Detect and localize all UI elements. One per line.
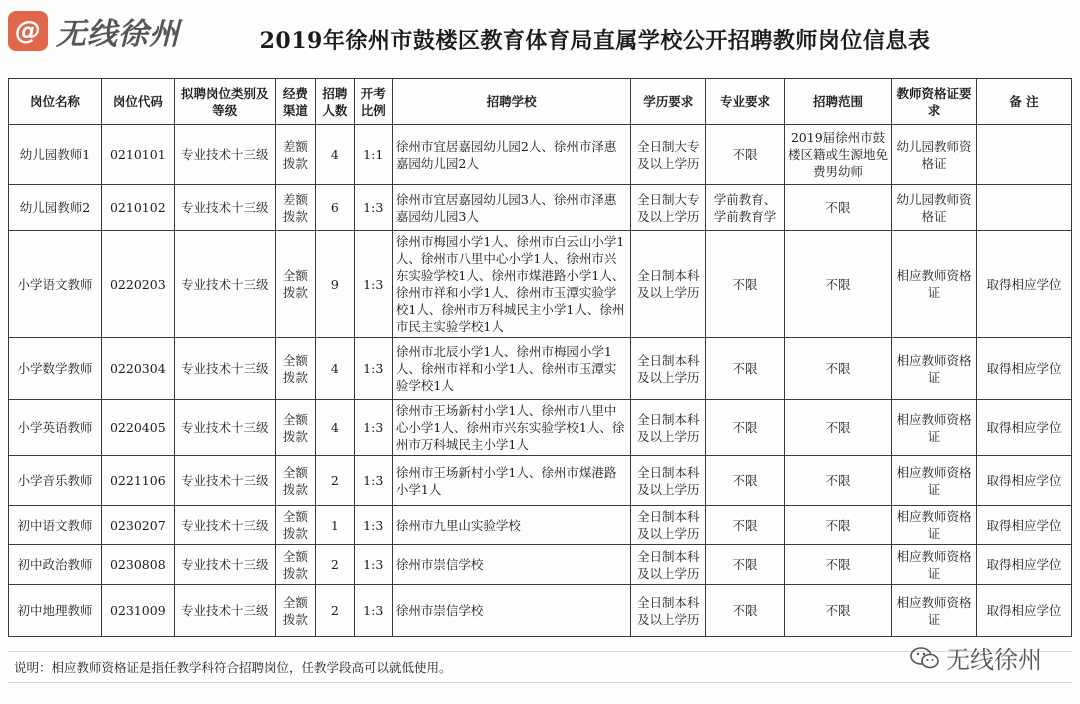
table-cell: 徐州市崇信学校: [392, 545, 630, 585]
table-cell: 全额拨款: [275, 400, 315, 456]
table-cell: 全日制本科及以上学历: [631, 338, 706, 400]
column-header: 招聘学校: [392, 79, 630, 125]
table-cell: 小学语文教师: [9, 231, 102, 338]
table-cell: 不限: [706, 585, 785, 637]
column-header: 教师资格证要求: [892, 79, 977, 125]
table-cell: 不限: [784, 585, 891, 637]
table-cell: 不限: [706, 338, 785, 400]
column-header: 学历要求: [631, 79, 706, 125]
table-cell: 徐州市梅园小学1人、徐州市白云山小学1人、徐州市八里中心小学1人、徐州市兴东实验学校1人、徐州市煤港路小学1人、徐州市祥和小学1人、徐州市玉潭实验学校1人、徐州市万科城民主小学1人、徐州市民主实验学校1人: [392, 231, 630, 338]
wechat-icon: [910, 646, 940, 670]
table-cell: [976, 125, 1071, 185]
table-cell: 初中语文教师: [9, 506, 102, 545]
column-header: 岗位代码: [101, 79, 174, 125]
table-cell: 相应教师资格证: [892, 456, 977, 506]
table-row: [9, 545, 1072, 585]
table-cell: 4: [316, 400, 354, 456]
table-cell: 不限: [706, 506, 785, 545]
table-cell: 不限: [706, 125, 785, 185]
table-cell: 1:3: [354, 585, 392, 637]
table-cell: 专业技术十三级: [174, 585, 275, 637]
table-cell: 专业技术十三级: [174, 125, 275, 185]
table-row: [9, 125, 1072, 185]
table-cell: 幼儿园教师资格证: [892, 125, 977, 185]
table-cell: 1:3: [354, 400, 392, 456]
table-cell: 全额拨款: [275, 545, 315, 585]
table-cell: 1:3: [354, 456, 392, 506]
table-cell: 0220405: [101, 400, 174, 456]
table-cell: 2: [316, 545, 354, 585]
table-cell: 全日制本科及以上学历: [631, 506, 706, 545]
table-cell: 1:3: [354, 506, 392, 545]
table-cell: 取得相应学位: [976, 231, 1071, 338]
table-row: [9, 506, 1072, 545]
table-cell: 专业技术十三级: [174, 400, 275, 456]
table-cell: 专业技术十三级: [174, 545, 275, 585]
column-header: 专业要求: [706, 79, 785, 125]
table-cell: 取得相应学位: [976, 585, 1071, 637]
table-cell: 1:3: [354, 545, 392, 585]
table-cell: 不限: [784, 456, 891, 506]
column-header: 招聘人数: [316, 79, 354, 125]
table-row: [9, 185, 1072, 231]
column-header: 开考比例: [354, 79, 392, 125]
table-cell: 0210102: [101, 185, 174, 231]
table-cell: 学前教育、学前教育学: [706, 185, 785, 231]
table-cell: 不限: [784, 545, 891, 585]
table-cell: 全日制本科及以上学历: [631, 400, 706, 456]
table-cell: 2: [316, 585, 354, 637]
table-cell: 0221106: [101, 456, 174, 506]
table-cell: 小学数学教师: [9, 338, 102, 400]
column-header: 拟聘岗位类别及等级: [174, 79, 275, 125]
table-cell: 徐州市王场新村小学1人、徐州市八里中心小学1人、徐州市兴东实验学校1人、徐州市万科城民主小学1人: [392, 400, 630, 456]
table-cell: 取得相应学位: [976, 456, 1071, 506]
table-cell: 全额拨款: [275, 456, 315, 506]
table-cell: 不限: [706, 400, 785, 456]
table-cell: 徐州市北辰小学1人、徐州市梅园小学1人、徐州市祥和小学1人、徐州市玉潭实验学校1人: [392, 338, 630, 400]
table-cell: 取得相应学位: [976, 400, 1071, 456]
table-cell: 不限: [784, 185, 891, 231]
table-cell: 不限: [706, 456, 785, 506]
table-cell: 相应教师资格证: [892, 545, 977, 585]
table-row: [9, 456, 1072, 506]
table-cell: 0230207: [101, 506, 174, 545]
watermark-text: 无线徐州: [946, 646, 1042, 674]
table-header-row: [9, 79, 1072, 125]
table-cell: 取得相应学位: [976, 545, 1071, 585]
table-cell: 2: [316, 456, 354, 506]
table-cell: 相应教师资格证: [892, 585, 977, 637]
table-cell: 全额拨款: [275, 231, 315, 338]
table-row: [9, 585, 1072, 637]
table-row: [9, 400, 1072, 456]
table-cell: 0230808: [101, 545, 174, 585]
table-cell: 相应教师资格证: [892, 338, 977, 400]
column-header: 备 注: [976, 79, 1071, 125]
table-cell: 不限: [784, 400, 891, 456]
table-cell: 0220304: [101, 338, 174, 400]
table-cell: 全额拨款: [275, 338, 315, 400]
table-cell: 徐州市九里山实验学校: [392, 506, 630, 545]
table-cell: 1:1: [354, 125, 392, 185]
logo-text: 无线徐州: [56, 17, 180, 52]
table-cell: 差额拨款: [275, 125, 315, 185]
table-cell: 专业技术十三级: [174, 231, 275, 338]
table-cell: 相应教师资格证: [892, 400, 977, 456]
table-row: [9, 231, 1072, 338]
table-cell: 6: [316, 185, 354, 231]
table-cell: 专业技术十三级: [174, 456, 275, 506]
table-cell: 全日制大专及以上学历: [631, 125, 706, 185]
page-title: 2019年徐州市鼓楼区教育体育局直属学校公开招聘教师岗位信息表: [259, 28, 931, 54]
table-cell: 差额拨款: [275, 185, 315, 231]
table-cell: 0210101: [101, 125, 174, 185]
table-cell: 徐州市王场新村小学1人、徐州市煤港路小学1人: [392, 456, 630, 506]
column-header: 招聘范围: [784, 79, 891, 125]
table-cell: 1:3: [354, 185, 392, 231]
table-cell: 全额拨款: [275, 506, 315, 545]
table-cell: 1: [316, 506, 354, 545]
table-cell: 2019届徐州市鼓楼区籍或生源地免费男幼师: [784, 125, 891, 185]
table-cell: 1:3: [354, 231, 392, 338]
divider: [8, 682, 1072, 683]
table-cell: 幼儿园教师资格证: [892, 185, 977, 231]
table-cell: 全日制本科及以上学历: [631, 545, 706, 585]
table-cell: 不限: [784, 506, 891, 545]
table-cell: 徐州市宜居嘉园幼儿园3人、徐州市泽惠嘉园幼儿园3人: [392, 185, 630, 231]
table-cell: 4: [316, 338, 354, 400]
table-cell: 全日制本科及以上学历: [631, 456, 706, 506]
table-cell: 专业技术十三级: [174, 506, 275, 545]
table-cell: 不限: [706, 231, 785, 338]
table-cell: 不限: [706, 545, 785, 585]
footnote: 说明：相应教师资格证是指任教学科符合招聘岗位，任教学段高可以就低使用。: [14, 660, 452, 675]
table-cell: 专业技术十三级: [174, 185, 275, 231]
table-cell: 初中政治教师: [9, 545, 102, 585]
table-cell: 1:3: [354, 338, 392, 400]
table-cell: 徐州市崇信学校: [392, 585, 630, 637]
table-cell: 4: [316, 125, 354, 185]
table-cell: 不限: [784, 338, 891, 400]
table-cell: 全日制本科及以上学历: [631, 585, 706, 637]
table-row: [9, 338, 1072, 400]
table-cell: 全日制大专及以上学历: [631, 185, 706, 231]
table-cell: 相应教师资格证: [892, 231, 977, 338]
table-cell: 0220203: [101, 231, 174, 338]
logo-icon: @: [8, 11, 48, 51]
table-cell: 不限: [784, 231, 891, 338]
recruitment-table: [8, 78, 1072, 637]
table-cell: 相应教师资格证: [892, 506, 977, 545]
table-cell: 9: [316, 231, 354, 338]
table-cell: 徐州市宜居嘉园幼儿园2人、徐州市泽惠嘉园幼儿园2人: [392, 125, 630, 185]
watermark: [910, 640, 1042, 675]
table-cell: 小学英语教师: [9, 400, 102, 456]
table-cell: 全日制本科及以上学历: [631, 231, 706, 338]
column-header: 岗位名称: [9, 79, 102, 125]
table-cell: 0231009: [101, 585, 174, 637]
table-cell: 幼儿园教师1: [9, 125, 102, 185]
table-cell: 小学音乐教师: [9, 456, 102, 506]
column-header: 经费渠道: [275, 79, 315, 125]
table-cell: 取得相应学位: [976, 338, 1071, 400]
table-cell: 幼儿园教师2: [9, 185, 102, 231]
table-cell: 初中地理教师: [9, 585, 102, 637]
table-cell: 取得相应学位: [976, 506, 1071, 545]
table-cell: [976, 185, 1071, 231]
table-cell: 专业技术十三级: [174, 338, 275, 400]
table-cell: 全额拨款: [275, 585, 315, 637]
